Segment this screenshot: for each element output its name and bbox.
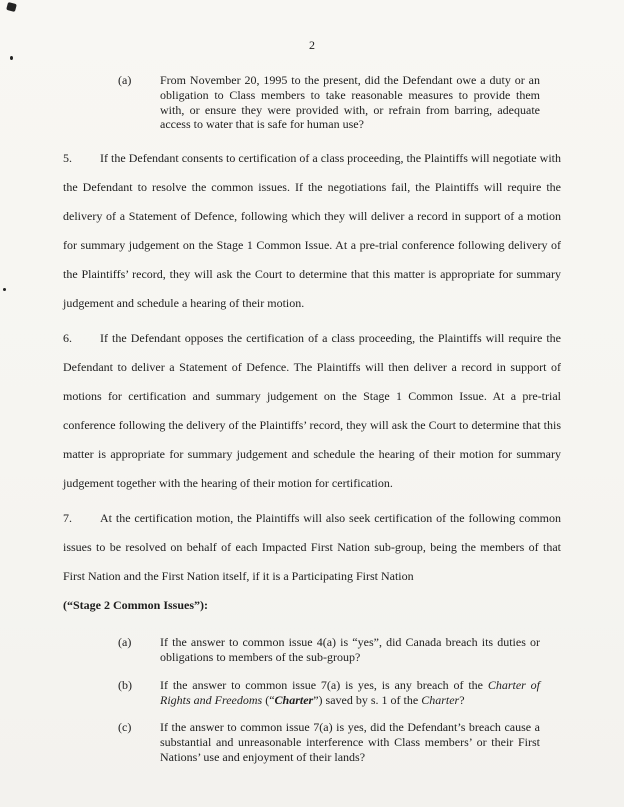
paragraph-text: At the certification motion, the Plaintiffs will also seek certification of the following common issues to be resolved on behalf of each Impacted First Nation sub-group, being the members of that First Nation and the First Nation itself, if it is a Participating First Nation xyxy=(63,511,561,584)
text-segment: If the answer to common issue 7(a) is yes, is any breach of the xyxy=(160,677,488,692)
paragraph-text: If the Defendant opposes the certification of a class proceeding, the Plaintiffs will require the Defendant to deliver a Statement of Defence. The Plaintiffs will then deliver a record in support of motions for certification and summary judgement on the Stage 1 Common Issue. At a pre-trial conference following the delivery of the Plaintiffs’ record, they will ask the Court to determine that this matter is appropriate for summary judgement and schedule the hearing of their motion for summary judgement together with the hearing of their motion for certification. xyxy=(63,331,561,491)
item-text xyxy=(160,720,540,764)
stage2-item-c xyxy=(63,720,561,764)
item-label: (a) xyxy=(118,635,132,650)
item-label: (c) xyxy=(118,720,132,735)
scan-artifact xyxy=(6,2,17,12)
item-label: (a) xyxy=(118,73,132,87)
stage2-item-b xyxy=(63,678,561,708)
paragraph-text: If the Defendant consents to certification of a class proceeding, the Plaintiffs will negotiate with the Defendant to resolve the common issues. If the negotiations fail, the Plaintiffs will require the delivery of a Statement of Defence, following which they will deliver a record in support of a motion for summary judgement on the Stage 1 Common Issue. At a pre-trial conference following delivery of the Plaintiffs’ record, they will ask the Court to determine that this matter is appropriate for summary judgement and schedule a hearing of their motion. xyxy=(63,151,561,311)
paragraph-6 xyxy=(63,324,561,498)
item-text xyxy=(160,678,540,707)
charter-defined-term: Charter xyxy=(274,692,314,707)
page-number: 2 xyxy=(309,38,315,52)
stage2-heading-text: (“Stage 2 Common Issues”): xyxy=(63,598,208,613)
text-segment: ? xyxy=(459,692,465,707)
item-label: (b) xyxy=(118,677,132,692)
stage2-heading xyxy=(63,591,561,620)
item-text: From November 20, 1995 to the present, did the Defendant owe a duty or an obligation to Class members to take reasonable measures to provide them with, or ensure they were provided with, or refrain from barring, adequate access to water that is safe for human use? xyxy=(160,73,540,132)
paragraph-number: 6. xyxy=(63,331,72,346)
charter-italic: Charter xyxy=(421,692,460,707)
charter-title-italic: Charter of Rights and Freedoms xyxy=(160,677,540,707)
paragraph-number: 5. xyxy=(63,151,72,166)
text-segment: If the answer to common issue 7(a) is yes, did the Defendant’s breach cause a substantial and unreasonable interference with Class members’ or their First Nations’ use and enjoyment of their lands? xyxy=(160,720,540,764)
scan-artifact xyxy=(10,56,13,60)
scan-artifact xyxy=(3,288,6,291)
text-segment: ”) saved by s. 1 of the xyxy=(313,692,422,707)
item-text xyxy=(160,635,540,664)
paragraph-7 xyxy=(63,504,561,591)
text-segment: If the answer to common issue 4(a) is “yes”, did Canada breach its duties or obligations to members of the sub-group? xyxy=(160,635,540,664)
paragraph-5 xyxy=(63,144,561,318)
text-segment: (“ xyxy=(262,692,275,707)
question-item-a xyxy=(63,73,561,132)
paragraph-number: 7. xyxy=(63,511,72,526)
stage2-item-a xyxy=(63,635,561,665)
